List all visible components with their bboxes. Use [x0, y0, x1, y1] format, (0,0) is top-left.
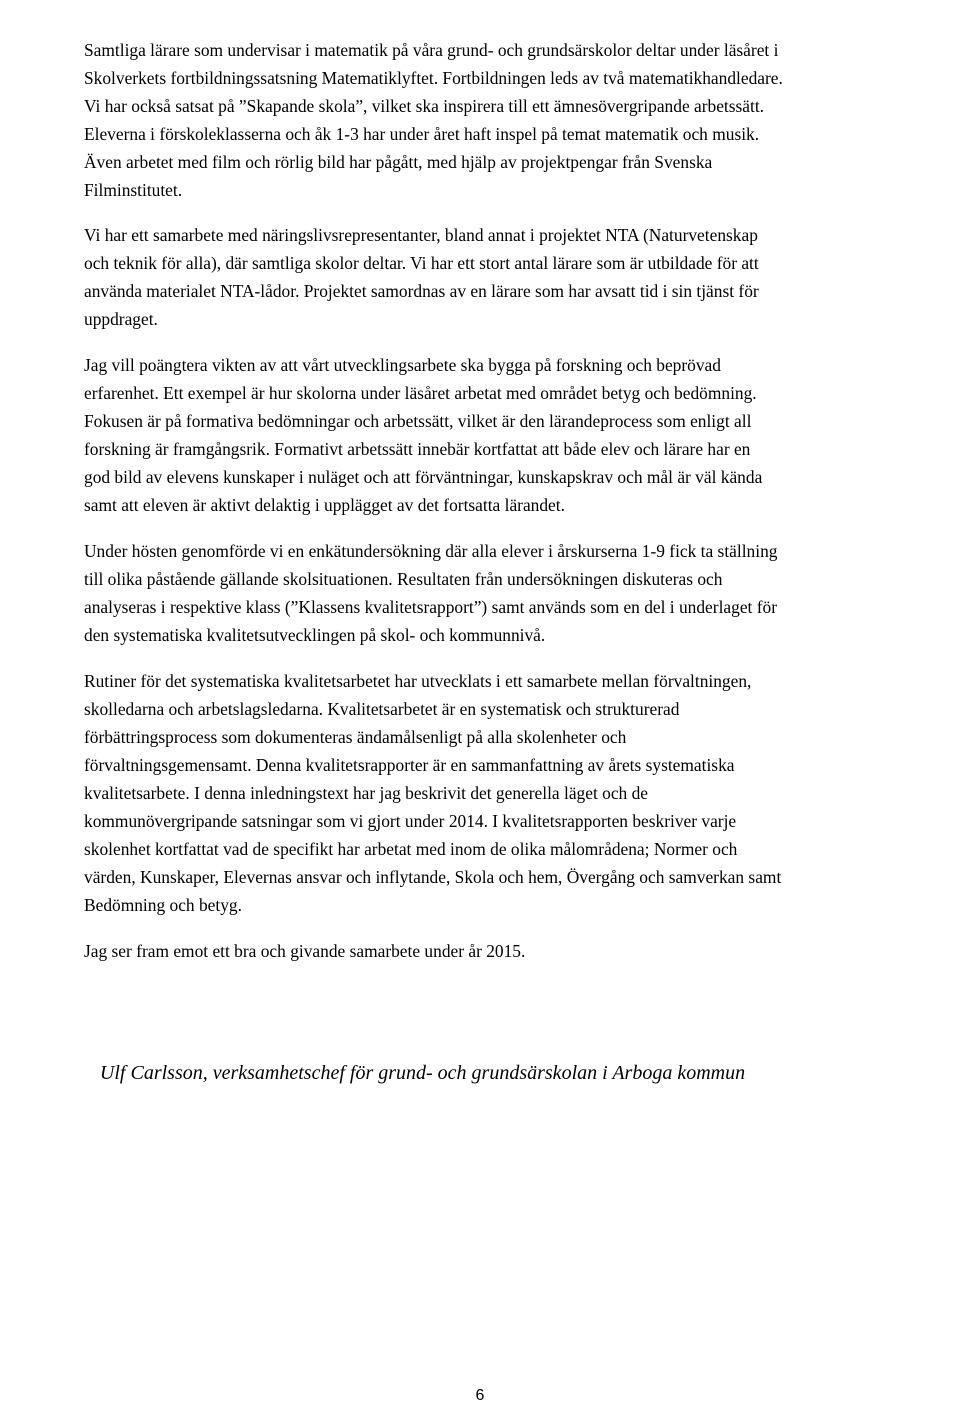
text-line: Eleverna i förskoleklasserna och åk 1-3 har under året haft inspel på temat matematik och musik.: [84, 124, 760, 144]
body-text: [84, 36, 864, 965]
text-line: god bild av elevens kunskaper i nuläget och att förväntningar, kunskapskrav och mål är väl kända: [84, 467, 763, 487]
paragraph-spacer: [84, 333, 864, 351]
text-line: Samtliga lärare som undervisar i matematik på våra grund- och grundsärskolor deltar under läsåret i: [84, 40, 779, 60]
text-line: Fokusen är på formativa bedömningar och arbetssätt, vilket är den lärandeprocess som enligt all: [84, 411, 752, 431]
text-line: Rutiner för det systematiska kvalitetsarbetet har utvecklats i ett samarbete mellan förvaltningen,: [84, 671, 752, 691]
text-line: analyseras i respektive klass (”Klassens kvalitetsrapport”) samt används som en del i underlaget för: [84, 597, 777, 617]
paragraph-5: [84, 667, 864, 919]
text-line: Vi har också satsat på ”Skapande skola”, vilket ska inspirera till ett ämnesövergripande arbetssätt.: [84, 96, 765, 116]
paragraph-spacer: [84, 519, 864, 537]
text-line: Jag vill poängtera vikten av att vårt utvecklingsarbete ska bygga på forskning och beprövad: [84, 355, 721, 375]
text-line: skolledarna och arbetslagsledarna. Kvalitetsarbetet är en systematisk och strukturerad: [84, 699, 680, 719]
text-line: Filminstitutet.: [84, 180, 183, 200]
text-line: skolenhet kortfattat vad de specifikt har arbetat med inom de olika målområdena; Normer och: [84, 839, 738, 859]
text-line: Vi har ett samarbete med näringslivsrepresentanter, bland annat i projektet NTA (Naturvetenskap: [84, 225, 758, 245]
text-line: uppdraget.: [84, 309, 158, 329]
paragraph-4: [84, 537, 864, 649]
text-line: förvaltningsgemensamt. Denna kvalitetsrapporter är en sammanfattning av årets systematiska: [84, 755, 735, 775]
text-line: kommunövergripande satsningar som vi gjort under 2014. I kvalitetsrapporten beskriver varje: [84, 811, 737, 831]
text-line: samt att eleven är aktivt delaktig i upplägget av det fortsatta lärandet.: [84, 495, 565, 515]
text-line: Jag ser fram emot ett bra och givande samarbete under år 2015.: [84, 941, 526, 961]
paragraph-3: [84, 351, 864, 519]
paragraph-spacer: [84, 919, 864, 937]
text-line: använda materialet NTA-lådor. Projektet samordnas av en lärare som har avsatt tid i sin tjänst för: [84, 281, 759, 301]
paragraph-2: [84, 221, 864, 333]
text-line: erfarenhet. Ett exempel är hur skolorna under läsåret arbetat med området betyg och bedömning.: [84, 383, 757, 403]
paragraph-1: [84, 36, 864, 204]
text-line: till olika påstående gällande skolsituationen. Resultaten från undersökningen diskuteras och: [84, 569, 723, 589]
text-line: Skolverkets fortbildningssatsning Matematiklyftet. Fortbildningen leds av två matematikhandledare.: [84, 68, 783, 88]
text-line: Även arbetet med film och rörlig bild har pågått, med hjälp av projektpengar från Svenska: [84, 152, 713, 172]
text-line: kvalitetsarbete. I denna inledningstext har jag beskrivit det generella läget och de: [84, 783, 649, 803]
text-line: Under hösten genomförde vi en enkätundersökning där alla elever i årskurserna 1-9 fick ta ställning: [84, 541, 778, 561]
text-line: den systematiska kvalitetsutvecklingen på skol- och kommunnivå.: [84, 625, 546, 645]
text-line: förbättringsprocess som dokumenteras ändamålsenligt på alla skolenheter och: [84, 727, 627, 747]
signature-text: Ulf Carlsson, verksamhetschef för grund- och grundsärskolan i Arboga kommun: [99, 1062, 746, 1084]
page-number: 6: [475, 1387, 485, 1404]
paragraph-spacer: [84, 649, 864, 667]
text-line: forskning är framgångsrik. Formativt arbetssätt innebär kortfattat att både elev och lärare har en: [84, 439, 751, 459]
signature: [0, 1058, 845, 1088]
paragraph-6: [84, 937, 864, 965]
paragraph-spacer: [84, 204, 864, 221]
text-line: Bedömning och betyg.: [84, 895, 242, 915]
text-line: värden, Kunskaper, Elevernas ansvar och inflytande, Skola och hem, Övergång och samverkan samt: [84, 867, 782, 887]
text-line: och teknik för alla), där samtliga skolor deltar. Vi har ett stort antal lärare som är utbildade för att: [84, 253, 759, 273]
